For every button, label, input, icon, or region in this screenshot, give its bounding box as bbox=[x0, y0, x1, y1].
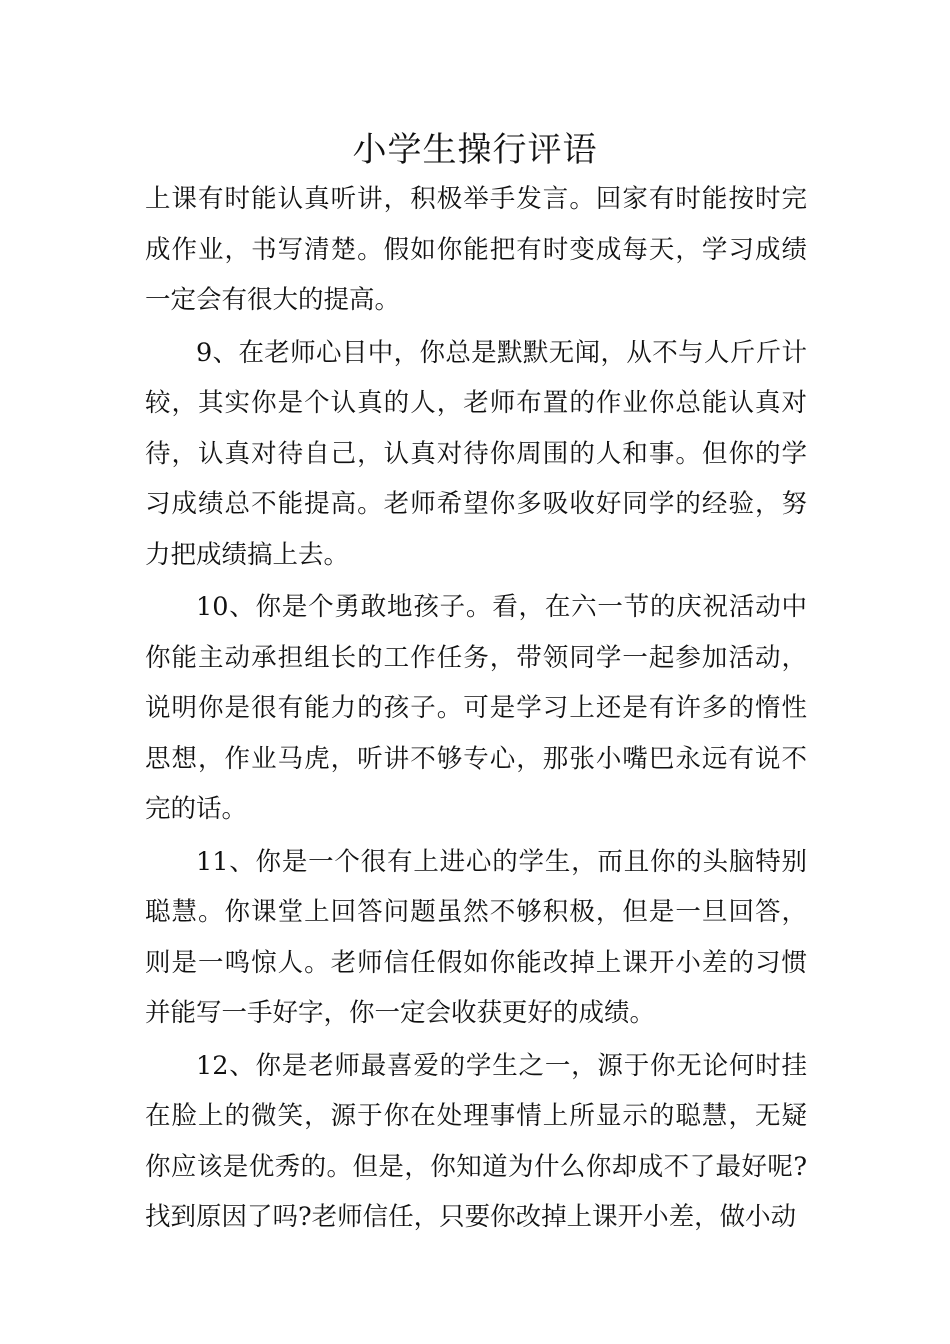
document-title: 小学生操行评语 bbox=[352, 130, 598, 170]
paragraph-11: 11、你是一个很有上进心的学生，而且你的头脑特别聪慧。你课堂上回答问题虽然不够积极，但是一旦回答，则是一鸣惊人。老师信任假如你能改掉上课开小差的习惯并能写一手好字，你一定会收获更好的成绩。 bbox=[145, 846, 807, 1028]
paragraph-10: 10、你是个勇敢地孩子。看，在六一节的庆祝活动中你能主动承担组长的工作任务，带领同学一起参加活动，说明你是很有能力的孩子。可是学习上还是有许多的惰性思想，作业马虎，听讲不够专心，那张小嘴巴永远有说不完的话。 bbox=[145, 592, 807, 824]
document-body bbox=[145, 174, 807, 1245]
paragraph-continuation: 上课有时能认真听讲，积极举手发言。回家有时能按时完成作业，书写清楚。假如你能把有时变成每天，学习成绩一定会有很大的提高。 bbox=[145, 184, 807, 315]
paragraph-9: 9、在老师心目中，你总是默默无闻，从不与人斤斤计较，其实你是个认真的人，老师布置的作业你总能认真对待，认真对待自己，认真对待你周围的人和事。但你的学习成绩总不能提高。老师希望你多吸收好同学的经验，努力把成绩搞上去。 bbox=[145, 337, 807, 570]
paragraph-12: 12、你是老师最喜爱的学生之一，源于你无论何时挂在脸上的微笑，源于你在处理事情上所显示的聪慧，无疑你应该是优秀的。但是，你知道为什么你却成不了最好呢?找到原因了吗?老师信任，只要你改掉上课开小差，做小动 bbox=[145, 1050, 807, 1232]
